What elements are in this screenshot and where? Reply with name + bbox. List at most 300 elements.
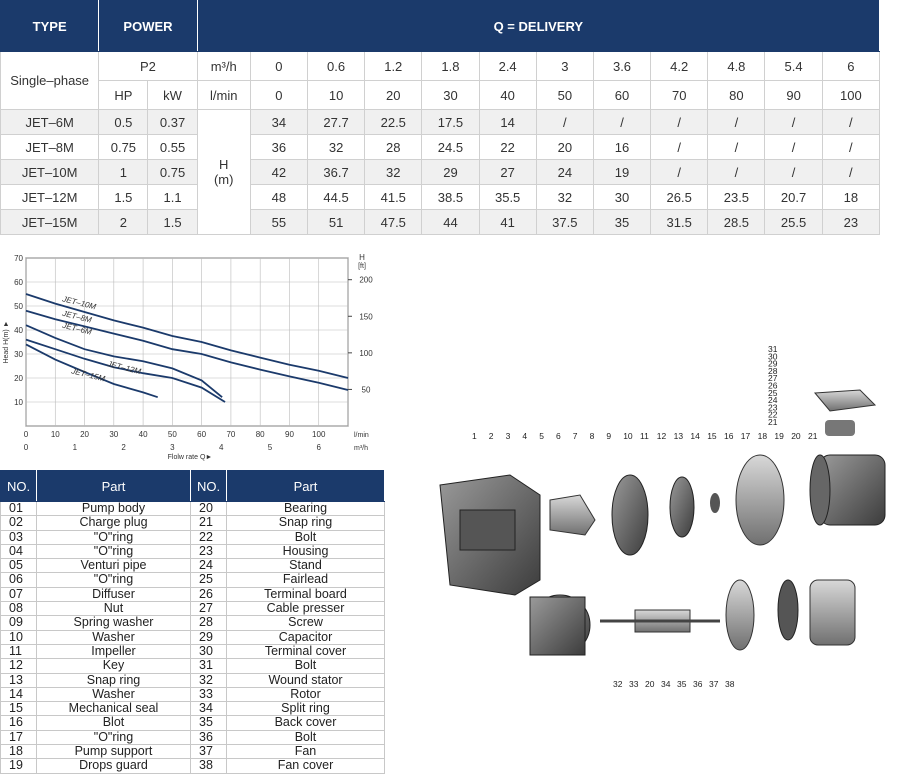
callout-label: 31 — [768, 344, 778, 354]
x-top-tick-label: 80 — [255, 430, 265, 439]
head-value-cell: 41.5 — [365, 185, 422, 210]
part-number: 32 — [191, 673, 227, 687]
head-value-cell: / — [651, 135, 708, 160]
head-value-cell: 17.5 — [422, 110, 479, 135]
head-value-cell: 27.7 — [307, 110, 364, 135]
y-right-tick-label: 150 — [359, 312, 373, 322]
parts-row — [1, 502, 385, 516]
head-value-cell: 32 — [307, 135, 364, 160]
exploded-view-diagram — [420, 335, 900, 695]
parts-row — [1, 544, 385, 558]
part-number: 06 — [1, 573, 37, 587]
lmin-value: 50 — [536, 81, 593, 110]
head-value-cell: 47.5 — [365, 210, 422, 235]
plot-area — [26, 258, 348, 426]
part-number: 19 — [1, 759, 37, 773]
kw-cell: 1.5 — [148, 210, 197, 235]
callout-label: 37 — [709, 679, 719, 689]
part-name: Snap ring — [227, 516, 385, 530]
part-name: Washer — [37, 687, 191, 701]
part-name: Key — [37, 659, 191, 673]
callout-label: 27 — [768, 373, 778, 384]
part-name: "O"ring — [37, 544, 191, 558]
m3h-value: 1.2 — [365, 52, 422, 81]
part-number: 21 — [191, 516, 227, 530]
callout-label: 12 — [656, 431, 667, 441]
part-name: Cable presser — [227, 602, 385, 616]
head-value-cell: 28 — [365, 135, 422, 160]
m3h-value: 2.4 — [479, 52, 536, 81]
head-value-cell: 23.5 — [708, 185, 765, 210]
m3h-value: 5.4 — [765, 52, 822, 81]
part-number: 20 — [191, 502, 227, 516]
impeller-shape — [670, 477, 694, 537]
head-value-cell: / — [651, 160, 708, 185]
kw-cell: 0.75 — [148, 160, 197, 185]
part-number: 24 — [191, 559, 227, 573]
part-number: 11 — [1, 644, 37, 658]
m3h-value: 0 — [250, 52, 307, 81]
head-value-cell: 55 — [250, 210, 307, 235]
m3h-value: 4.2 — [651, 52, 708, 81]
head-value-cell: / — [708, 135, 765, 160]
x-bottom-tick-label: 2 — [121, 443, 126, 452]
model-cell: JET–6M — [1, 110, 99, 135]
part-name: Spring washer — [37, 616, 191, 630]
capacitor-shape — [825, 420, 855, 436]
x-top-tick-label: 90 — [285, 430, 294, 439]
table-row — [1, 210, 880, 235]
model-cell: JET–8M — [1, 135, 99, 160]
kw-cell: 0.37 — [148, 110, 197, 135]
x-top-tick-label: 10 — [50, 430, 60, 439]
performance-curve-chart — [0, 248, 380, 463]
parts-row — [1, 730, 385, 744]
head-value-cell: 37.5 — [536, 210, 593, 235]
x-bottom-tick-label: 6 — [316, 443, 322, 452]
head-value-cell: 38.5 — [422, 185, 479, 210]
part-number: 23 — [191, 544, 227, 558]
x-top-tick-label: 70 — [226, 430, 236, 439]
head-value-cell: 30 — [593, 185, 650, 210]
lmin-value: 0 — [250, 81, 307, 110]
model-cell: JET–12M — [1, 185, 99, 210]
callout-label: 11 — [640, 431, 649, 441]
part-number: 25 — [191, 573, 227, 587]
head-value-cell: 25.5 — [765, 210, 822, 235]
head-value-cell: 32 — [536, 185, 593, 210]
part-name: Terminal cover — [227, 644, 385, 658]
part-number: 35 — [191, 716, 227, 730]
callout-label: 9 — [606, 431, 612, 441]
head-value-cell: 35.5 — [479, 185, 536, 210]
callout-label: 16 — [724, 431, 734, 441]
head-value-cell: 22.5 — [365, 110, 422, 135]
callout-label: 21 — [808, 431, 818, 441]
part-name: Split ring — [227, 702, 385, 716]
parts-row — [1, 602, 385, 616]
part-number: 29 — [191, 630, 227, 644]
callout-label: 24 — [768, 395, 778, 406]
hp-cell: 1.5 — [99, 185, 148, 210]
part-name: Wound stator — [227, 673, 385, 687]
y-tick-label: 10 — [14, 398, 23, 407]
head-value-cell: / — [765, 135, 822, 160]
head-unit: (m) — [213, 172, 234, 187]
power-header: POWER — [99, 1, 197, 52]
callout-label: 8 — [589, 431, 595, 441]
head-value-cell: / — [822, 110, 879, 135]
part-number: 02 — [1, 516, 37, 530]
y-tick-label: 40 — [14, 326, 23, 335]
part-number: 17 — [1, 730, 37, 744]
parts-row — [1, 745, 385, 759]
callout-label: 2 — [488, 431, 494, 441]
head-value-cell: 36 — [250, 135, 307, 160]
parts-header-no: NO. — [191, 471, 227, 502]
part-name: Venturi pipe — [37, 559, 191, 573]
callout-label: 18 — [757, 431, 768, 441]
parts-row — [1, 587, 385, 601]
stator-body-shape — [530, 597, 585, 655]
diffuser-shape — [612, 475, 648, 555]
callout-label: 29 — [768, 358, 778, 369]
callout-label: 25 — [768, 387, 778, 398]
part-name: Nut — [37, 602, 191, 616]
part-number: 31 — [191, 659, 227, 673]
head-label-cell — [197, 110, 250, 235]
head-value-cell: / — [822, 160, 879, 185]
x-bottom-tick-label: 1 — [72, 443, 78, 452]
part-number: 10 — [1, 630, 37, 644]
part-name: Bolt — [227, 530, 385, 544]
part-number: 05 — [1, 559, 37, 573]
series-label: JET–8M — [61, 308, 93, 325]
right-axis-unit: H — [359, 253, 365, 262]
table-row — [1, 160, 880, 185]
part-name: Bearing — [227, 502, 385, 516]
lmin-value: 100 — [822, 81, 879, 110]
callout-label: 23 — [768, 402, 778, 413]
callout-label: 26 — [768, 380, 778, 391]
parts-row — [1, 702, 385, 716]
m3h-label: m³/h — [197, 52, 250, 81]
head-value-cell: 32 — [365, 160, 422, 185]
head-value-cell: 44 — [422, 210, 479, 235]
m3h-value: 1.8 — [422, 52, 479, 81]
head-value-cell: / — [536, 110, 593, 135]
x-top-tick-label: 60 — [197, 430, 207, 439]
table-row — [1, 110, 880, 135]
series-label: JET–10M — [61, 294, 97, 312]
callout-label: 4 — [522, 431, 528, 441]
callout-label: 5 — [539, 431, 544, 441]
part-name: "O"ring — [37, 573, 191, 587]
part-number: 36 — [191, 730, 227, 744]
head-value-cell: / — [765, 160, 822, 185]
parts-row — [1, 616, 385, 630]
y-axis-label: Head H(m) ► — [3, 320, 10, 364]
lmin-value: 10 — [307, 81, 364, 110]
part-number: 07 — [1, 587, 37, 601]
head-value-cell: / — [651, 110, 708, 135]
x-bottom-tick-label: 5 — [267, 443, 273, 452]
x-bottom-tick-label: 3 — [170, 443, 175, 452]
model-cell: JET–10M — [1, 160, 99, 185]
x-top-tick-label: 30 — [109, 430, 119, 439]
part-number: 14 — [1, 687, 37, 701]
head-value-cell: 41 — [479, 210, 536, 235]
part-name: Impeller — [37, 644, 191, 658]
table-row — [1, 135, 880, 160]
head-value-cell: 48 — [250, 185, 307, 210]
parts-header-part: Part — [37, 471, 191, 502]
head-value-cell: 18 — [822, 185, 879, 210]
series-label: JET–12M — [106, 359, 142, 377]
part-number: 13 — [1, 673, 37, 687]
callout-label: 33 — [629, 679, 639, 689]
callout-label: 14 — [690, 431, 700, 441]
part-name: Mechanical seal — [37, 702, 191, 716]
part-number: 18 — [1, 745, 37, 759]
lmin-label: l/min — [197, 81, 250, 110]
callout-label: 28 — [768, 365, 778, 376]
parts-row — [1, 516, 385, 530]
part-number: 15 — [1, 702, 37, 716]
parts-row — [1, 559, 385, 573]
m3h-value: 3 — [536, 52, 593, 81]
y-tick-label: 50 — [14, 302, 23, 311]
kw-cell: 0.55 — [148, 135, 197, 160]
fan-shape — [778, 580, 798, 640]
head-value-cell: / — [765, 110, 822, 135]
parts-header-part: Part — [227, 471, 385, 502]
m3h-value: 6 — [822, 52, 879, 81]
head-value-cell: / — [708, 160, 765, 185]
part-number: 16 — [1, 716, 37, 730]
parts-row — [1, 659, 385, 673]
x-top-tick-label: 100 — [312, 430, 326, 439]
y-right-tick-label: 200 — [359, 275, 373, 285]
parts-row — [1, 530, 385, 544]
type-header: TYPE — [1, 1, 99, 52]
head-value-cell: 20 — [536, 135, 593, 160]
y-right-tick-label: 50 — [361, 385, 371, 395]
lmin-value: 70 — [651, 81, 708, 110]
m3h-value: 3.6 — [593, 52, 650, 81]
x-axis-label: Flolw rate Q► — [167, 454, 213, 461]
part-number: 38 — [191, 759, 227, 773]
part-number: 30 — [191, 644, 227, 658]
kw-label: kW — [148, 81, 197, 110]
x-bottom-unit: m³/h — [354, 445, 368, 452]
head-value-cell: 36.7 — [307, 160, 364, 185]
parts-row — [1, 644, 385, 658]
callout-label: 21 — [768, 417, 778, 427]
head-value-cell: / — [593, 110, 650, 135]
callout-label: 35 — [677, 679, 687, 689]
x-top-tick-label: 0 — [23, 430, 29, 439]
part-number: 27 — [191, 602, 227, 616]
head-value-cell: 44.5 — [307, 185, 364, 210]
head-value-cell: 51 — [307, 210, 364, 235]
callout-label: 22 — [768, 409, 778, 420]
parts-row — [1, 573, 385, 587]
pump-body-face — [460, 510, 515, 550]
part-name: Bolt — [227, 659, 385, 673]
callout-label: 20 — [645, 679, 655, 689]
parts-header-no: NO. — [1, 471, 37, 502]
callout-label: 17 — [740, 431, 751, 441]
part-number: 01 — [1, 502, 37, 516]
terminal-cover-shape — [815, 390, 875, 411]
part-number: 12 — [1, 659, 37, 673]
part-name: Rotor — [227, 687, 385, 701]
part-number: 08 — [1, 602, 37, 616]
lmin-value: 20 — [365, 81, 422, 110]
head-value-cell: 19 — [593, 160, 650, 185]
part-name: Back cover — [227, 716, 385, 730]
callout-label: 15 — [707, 431, 717, 441]
parts-row — [1, 673, 385, 687]
x-top-tick-label: 40 — [138, 430, 148, 439]
table-row — [1, 185, 880, 210]
motor-face-shape — [810, 455, 830, 525]
head-value-cell: 28.5 — [708, 210, 765, 235]
part-name: Drops guard — [37, 759, 191, 773]
part-name: "O"ring — [37, 730, 191, 744]
hp-label: HP — [99, 81, 148, 110]
part-number: 28 — [191, 616, 227, 630]
lmin-value: 40 — [479, 81, 536, 110]
head-value-cell: / — [708, 110, 765, 135]
part-number: 37 — [191, 745, 227, 759]
x-top-unit: l/min — [354, 432, 369, 439]
right-axis-unit: [ft] — [358, 263, 366, 270]
pump-support-shape — [736, 455, 784, 545]
head-value-cell: 34 — [250, 110, 307, 135]
head-value-cell: 14 — [479, 110, 536, 135]
back-cover-shape — [726, 580, 754, 650]
part-name: Charge plug — [37, 516, 191, 530]
callout-label: 30 — [768, 351, 778, 362]
part-number: 03 — [1, 530, 37, 544]
part-name: Washer — [37, 630, 191, 644]
part-name: Pump body — [37, 502, 191, 516]
lmin-value: 90 — [765, 81, 822, 110]
head-value-cell: 42 — [250, 160, 307, 185]
part-name: Bolt — [227, 730, 385, 744]
part-name: "O"ring — [37, 530, 191, 544]
lmin-value: 80 — [708, 81, 765, 110]
head-value-cell: 27 — [479, 160, 536, 185]
head-value-cell: 26.5 — [651, 185, 708, 210]
head-value-cell: 35 — [593, 210, 650, 235]
phase-label: Single–phase — [1, 52, 99, 110]
p2-label: P2 — [99, 52, 197, 81]
parts-row — [1, 716, 385, 730]
part-name: Fan cover — [227, 759, 385, 773]
lmin-value: 30 — [422, 81, 479, 110]
y-right-tick-label: 100 — [359, 348, 373, 358]
head-value-cell: 16 — [593, 135, 650, 160]
part-name: Stand — [227, 559, 385, 573]
performance-table — [0, 0, 880, 235]
part-name: Blot — [37, 716, 191, 730]
y-tick-label: 70 — [14, 254, 23, 263]
fan-cover-shape — [810, 580, 855, 645]
callout-label: 34 — [661, 679, 671, 689]
head-value-cell: 29 — [422, 160, 479, 185]
part-name: Fairlead — [227, 573, 385, 587]
part-number: 09 — [1, 616, 37, 630]
m3h-value: 4.8 — [708, 52, 765, 81]
hp-cell: 0.5 — [99, 110, 148, 135]
hp-cell: 2 — [99, 210, 148, 235]
x-bottom-tick-label: 0 — [23, 443, 29, 452]
head-value-cell: 23 — [822, 210, 879, 235]
head-value-cell: 22 — [479, 135, 536, 160]
seal-shape — [710, 493, 720, 513]
callout-label: 38 — [725, 679, 735, 689]
part-number: 33 — [191, 687, 227, 701]
head-value-cell: 24 — [536, 160, 593, 185]
x-bottom-tick-label: 4 — [218, 443, 224, 452]
parts-row — [1, 687, 385, 701]
callout-label: 1 — [472, 431, 477, 441]
y-tick-label: 20 — [14, 374, 23, 383]
part-number: 26 — [191, 587, 227, 601]
hp-cell: 0.75 — [99, 135, 148, 160]
parts-table — [0, 470, 385, 774]
part-name: Capacitor — [227, 630, 385, 644]
callout-label: 32 — [613, 679, 623, 689]
part-number: 22 — [191, 530, 227, 544]
part-name: Housing — [227, 544, 385, 558]
y-tick-label: 30 — [14, 350, 23, 359]
head-value-cell: 24.5 — [422, 135, 479, 160]
hp-cell: 1 — [99, 160, 148, 185]
model-cell: JET–15M — [1, 210, 99, 235]
callout-label: 6 — [556, 431, 561, 441]
series-label: JET–6M — [61, 320, 93, 337]
x-top-tick-label: 50 — [167, 430, 177, 439]
part-name: Terminal board — [227, 587, 385, 601]
callout-label: 10 — [623, 431, 633, 441]
part-name: Screw — [227, 616, 385, 630]
delivery-header: Q = DELIVERY — [197, 1, 879, 52]
venturi-shape — [550, 495, 595, 535]
part-name: Pump support — [37, 745, 191, 759]
callout-label: 3 — [505, 431, 511, 441]
m3h-value: 0.6 — [307, 52, 364, 81]
callout-label: 13 — [673, 431, 684, 441]
head-value-cell: 20.7 — [765, 185, 822, 210]
callout-label: 7 — [572, 431, 578, 441]
part-number: 34 — [191, 702, 227, 716]
lmin-value: 60 — [593, 81, 650, 110]
callout-label: 19 — [774, 431, 784, 441]
head-value-cell: / — [822, 135, 879, 160]
y-tick-label: 60 — [14, 278, 23, 287]
x-top-tick-label: 20 — [80, 430, 89, 439]
part-name: Diffuser — [37, 587, 191, 601]
head-value-cell: 31.5 — [651, 210, 708, 235]
part-name: Fan — [227, 745, 385, 759]
series-label: JET–15M — [70, 366, 106, 384]
kw-cell: 1.1 — [148, 185, 197, 210]
callout-label: 20 — [791, 431, 801, 441]
